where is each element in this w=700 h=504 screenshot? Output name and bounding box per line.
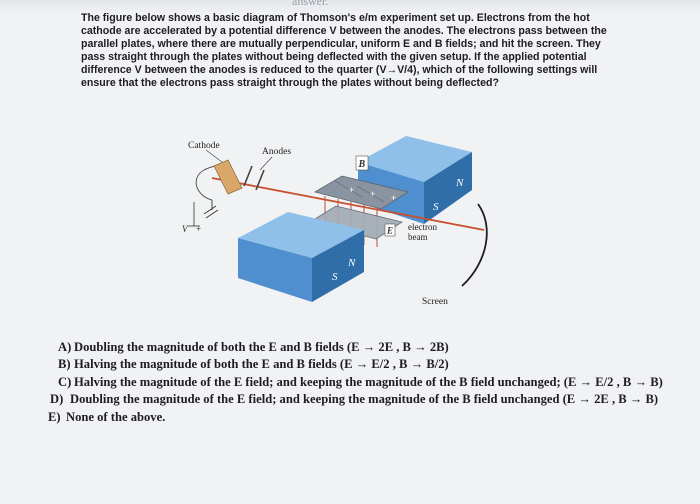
option-e-letter: E) [48,409,61,424]
thomson-diagram [160,126,520,326]
magnet-top [358,136,472,224]
plate-plus-3: + [391,193,397,203]
magnet-top-s-label: S [433,201,439,213]
anodes-pointer [260,157,272,170]
e-field-label: E [387,225,394,236]
option-b-letter: B) [58,357,71,372]
question-text: The figure below shows a basic diagram of Thomson's e/m experiment set up. Electrons from the hot cathode are accelerated by a potential difference V between the anodes. The electrons pass between the parallel plates, where there are mutually perpendicular, uniform E and B fields; and hit the screen. They pass straight through the plates without being deflected with the given setup. If the applied potential difference V between the anodes is reduced to the quarter (V→V/4), which of the following settings will ensure that the electrons pass straight through the plates without being deflected? [81,12,607,89]
answer-options [44,339,664,426]
option-b-text: Halving the magnitude of both the E and B fields (E → E/2 , B → B/2) [74,357,449,372]
plate-plus-2: + [370,189,376,199]
option-c-letter: C) [58,374,72,389]
option-e-text: None of the above. [66,409,166,424]
option-d-letter: D) [50,392,64,407]
option-b[interactable] [44,356,664,373]
option-d-text: Doubling the magnitude of the E field; and keeping the magnitude of the B field unchanged (E → 2E , B → B) [70,392,659,407]
electron-beam-label-line1: electron [408,222,437,232]
option-a-text: Doubling the magnitude of both the E and B fields (E → 2E , B → 2B) [74,340,449,354]
cathode-pointer [206,150,222,162]
option-a-letter: A) [58,340,72,354]
cropped-header-fragment: answer. [292,0,329,8]
voltage-label: V [182,224,188,234]
option-a[interactable] [44,339,664,356]
voltage-plus-label: + [196,224,202,234]
magnet-bottom-n-label: N [348,257,356,269]
thomson-diagram-svg [160,126,520,326]
b-field-label: B [358,159,366,170]
screen-curve [462,204,487,286]
option-c[interactable] [44,374,664,391]
cathode-label: Cathode [188,141,220,151]
magnet-top-n-label: N [456,177,464,189]
option-d[interactable] [44,391,664,408]
cathode-assembly [188,160,242,226]
plate-plus-1: + [349,185,355,195]
option-c-text: Halving the magnitude of the E field; and keeping the magnitude of the B field unchanged; (E → E/2 , B → B) [74,374,663,389]
option-e[interactable] [44,409,664,426]
anodes-label: Anodes [262,147,292,157]
electron-beam-label-line2: beam [408,232,428,242]
screen-label: Screen [422,297,448,307]
magnet-bottom-s-label: S [332,271,338,283]
